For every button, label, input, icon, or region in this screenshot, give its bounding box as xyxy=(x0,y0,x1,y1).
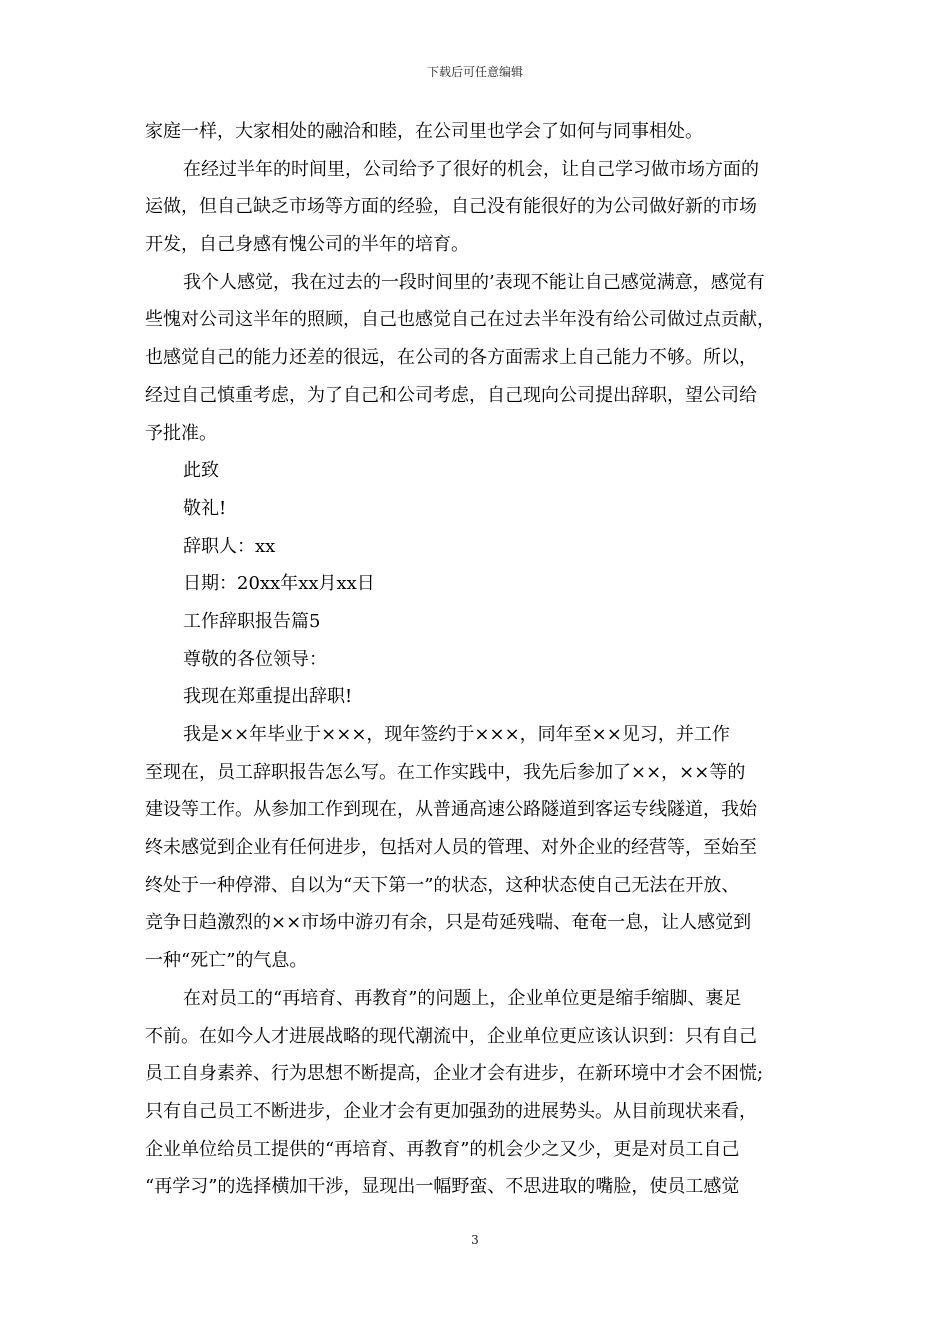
text-line: 建设等工作。从参加工作到现在，从普通高速公路隧道到客运专线隧道，我始 xyxy=(145,799,757,821)
text-line: 我现在郑重提出辞职! xyxy=(183,686,353,708)
text-line: 在对员工的“再培育、再教育”的问题上，企业单位更是缩手缩脚、裹足 xyxy=(183,987,742,1009)
text-line: 竞争日趋激烈的××市场中游刃有余，只是苟延残喘、奄奄一息，让人感觉到 xyxy=(145,912,752,934)
text-line: 辞职人：xx xyxy=(183,535,276,557)
text-line: 尊敬的各位领导： xyxy=(183,648,327,670)
text-line: 企业单位给员工提供的“再培育、再教育”的机会少之又少，更是对员工自己 xyxy=(145,1138,740,1160)
text-line: “再学习”的选择横加干涉，显现出一幅野蛮、不思进取的嘴脸，使员工感觉 xyxy=(145,1176,740,1198)
document-body xyxy=(145,122,810,1215)
page-number: 3 xyxy=(471,1233,479,1247)
text-line: 在经过半年的时间里，公司给予了很好的机会，让自己学习做市场方面的 xyxy=(183,158,759,180)
text-line: 经过自己慎重考虑，为了自己和公司考虑，自己现向公司提出辞职，望公司给 xyxy=(145,384,757,406)
text-line: 不前。在如今人才进展战略的现代潮流中，企业单位更应该认识到：只有自己 xyxy=(145,1025,757,1047)
text-line: 些愧对公司这半年的照顾，自己也感觉自己在过去半年没有给公司做过点贡献， xyxy=(145,309,775,331)
text-line: 我是××年毕业于×××，现年签约于×××，同年至××见习，并工作 xyxy=(183,724,730,745)
text-line: 日期：20xx年xx月xx日 xyxy=(183,573,375,595)
text-line: 运做，但自己缺乏市场等方面的经验，自己没有能很好的为公司做好新的市场 xyxy=(145,196,757,218)
text-line: 员工自身素养、行为思想不断提高，企业才会有进步，在新环境中才会不困慌; xyxy=(145,1063,764,1085)
text-line: 我个人感觉，我在过去的一段时间里的’表现不能让自己感觉满意，感觉有 xyxy=(183,271,765,293)
text-line: 终未感觉到企业有任何进步，包括对人员的管理、对外企业的经营等，至始至 xyxy=(145,837,757,859)
text-line: 敬礼! xyxy=(183,497,227,519)
text-line: 一种“死亡”的气息。 xyxy=(145,950,308,972)
text-line: 终处于一种停滞、自以为“天下第一”的状态，这种状态使自己无法在开放、 xyxy=(145,874,740,896)
text-line: 家庭一样，大家相处的融洽和睦，在公司里也学会了如何与同事相处。 xyxy=(145,121,703,142)
text-line: 也感觉自己的能力还差的很远，在公司的各方面需求上自己能力不够。所以， xyxy=(145,347,757,369)
text-line: 工作辞职报告篇5 xyxy=(183,610,321,632)
text-line: 只有自己员工不断进步，企业才会有更加强劲的进展势头。从目前现状来看， xyxy=(145,1100,757,1122)
text-line: 开发，自己身感有愧公司的半年的培育。 xyxy=(145,234,469,256)
page-header: 下载后可任意编辑 xyxy=(426,65,523,79)
text-line: 予批准。 xyxy=(145,422,217,444)
text-line: 此致 xyxy=(183,460,219,482)
text-line: 至现在，员工辞职报告怎么写。在工作实践中，我先后参加了××，××等的 xyxy=(145,761,746,783)
